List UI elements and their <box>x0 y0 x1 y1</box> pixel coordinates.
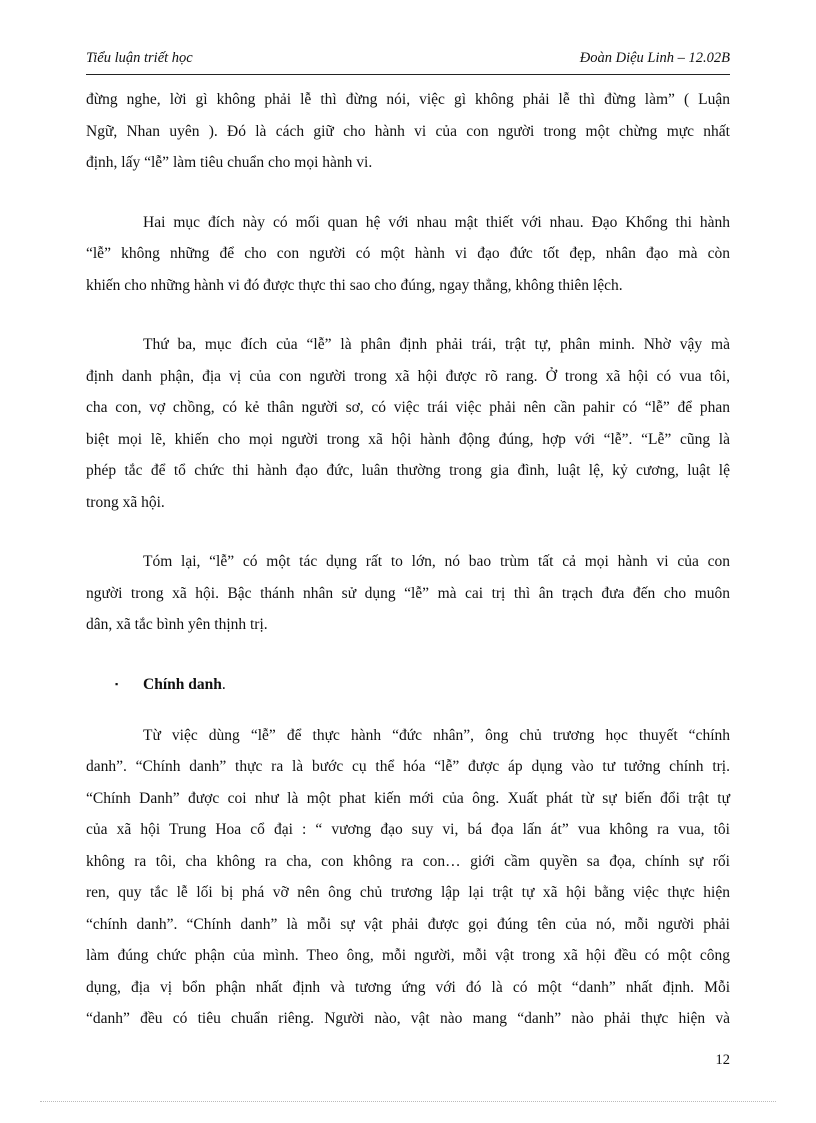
header-title: Tiểu luận triết học <box>86 50 193 66</box>
text-line: của xã hội Trung Hoa cổ đại : “ vương đạo suy vi, bá đọa lấn át” vua không ra vua, tôi <box>86 821 730 838</box>
text-line: Từ việc dùng “lễ” để thực hành “đức nhân”, ông chủ trương học thuyết “chính <box>143 726 730 744</box>
text-line: trong xã hội. <box>86 493 165 511</box>
section-heading <box>86 669 730 700</box>
text-line: dụng, địa vị bổn phận nhất định và tương ứng với đó là có một “danh” nhất định. Mỗi <box>86 978 730 996</box>
text-line: dân, xã tắc bình yên thịnh trị. <box>86 616 268 633</box>
document-body <box>86 84 730 1035</box>
paragraph <box>86 84 730 179</box>
text-line: danh”. “Chính danh” thực ra là bước cụ thể hóa “lễ” được áp dụng vào tư tưởng chính trị. <box>86 758 730 775</box>
text-line: định, lấy “lễ” làm tiêu chuẩn cho mọi hành vi. <box>86 154 373 171</box>
text-line: khiến cho những hành vi đó được thực thi sao cho đúng, ngay thẳng, không thiên lệch. <box>86 276 623 294</box>
text-line: “chính danh”. “Chính danh” là mỗi sự vật phải được gọi đúng tên của nó, mỗi người phải <box>86 915 730 933</box>
text-line: Hai mục đích này có mối quan hệ với nhau mật thiết với nhau. Đạo Khổng thi hành <box>143 213 730 231</box>
square-bullet-icon: ▪ <box>115 678 119 689</box>
text-line: phép tắc để tổ chức thi hành đạo đức, luân thường trong gia đình, luật lệ, kỷ cương, luật lệ <box>86 462 730 479</box>
text-line: Ngữ, Nhan uyên ). Đó là cách giữ cho hành vi của con người trong một chừng mực nhất <box>86 122 730 140</box>
text-line: không ra tôi, cha không ra cha, con không ra con… giới cầm quyền sa đọa, chính sự rối <box>86 852 730 870</box>
text-line: cha con, vợ chồng, có kẻ thân người sơ, có việc trái việc phải nên cần pahir có “lễ” để phan <box>86 399 730 416</box>
header-author: Đoàn Diệu Linh – 12.02B <box>579 50 730 66</box>
paragraph <box>86 720 730 1035</box>
text-line: người trong xã hội. Bậc thánh nhân sử dụng “lễ” mà cai trị thì ân trạch đưa đến cho muôn <box>86 584 730 602</box>
paragraph <box>86 329 730 518</box>
text-line: Tóm lại, “lễ” có một tác dụng rất to lớn, nó bao trùm tất cả mọi hành vi của con <box>143 553 730 570</box>
text-line: định danh phận, địa vị của con người trong xã hội được rõ rang. Ở trong xã hội có vua tôi, <box>86 367 730 385</box>
paragraph <box>86 207 730 302</box>
page-header <box>86 50 730 72</box>
paragraph <box>86 546 730 641</box>
text-line: biệt mọi lẽ, khiến cho mọi người trong xã hội hành động đúng, hợp với “lễ”. “Lễ” cũng là <box>86 430 730 448</box>
page-number: 12 <box>715 1052 730 1068</box>
header-divider <box>86 74 730 75</box>
section-title: Chính danh. <box>143 675 226 693</box>
text-line: Thứ ba, mục đích của “lễ” là phân định phải trái, trật tự, phân minh. Nhờ vậy mà <box>143 336 730 353</box>
page-bottom-divider <box>40 1101 776 1102</box>
text-line: ren, quy tắc lễ lối bị phá vỡ nên ông chủ trương lập lại trật tự xã hội bằng việc thực hiện <box>86 884 730 901</box>
text-line: “lễ” không những để cho con người có một hành vi đạo đức tốt đẹp, nhân đạo mà còn <box>86 245 730 262</box>
text-line: đừng nghe, lời gì không phải lễ thì đừng nói, việc gì không phải lễ thì đừng làm” ( Luận <box>86 91 730 108</box>
text-line: “danh” đều có tiêu chuẩn riêng. Người nào, vật nào mang “danh” nào phải thực hiện và <box>86 1010 730 1027</box>
text-line: làm đúng chức phận của mình. Theo ông, mỗi người, mỗi vật trong xã hội đều có một công <box>86 947 730 964</box>
text-line: “Chính Danh” được coi như là một phat kiến mới của ông. Xuất phát từ sự biến đổi trật tự <box>86 789 730 807</box>
